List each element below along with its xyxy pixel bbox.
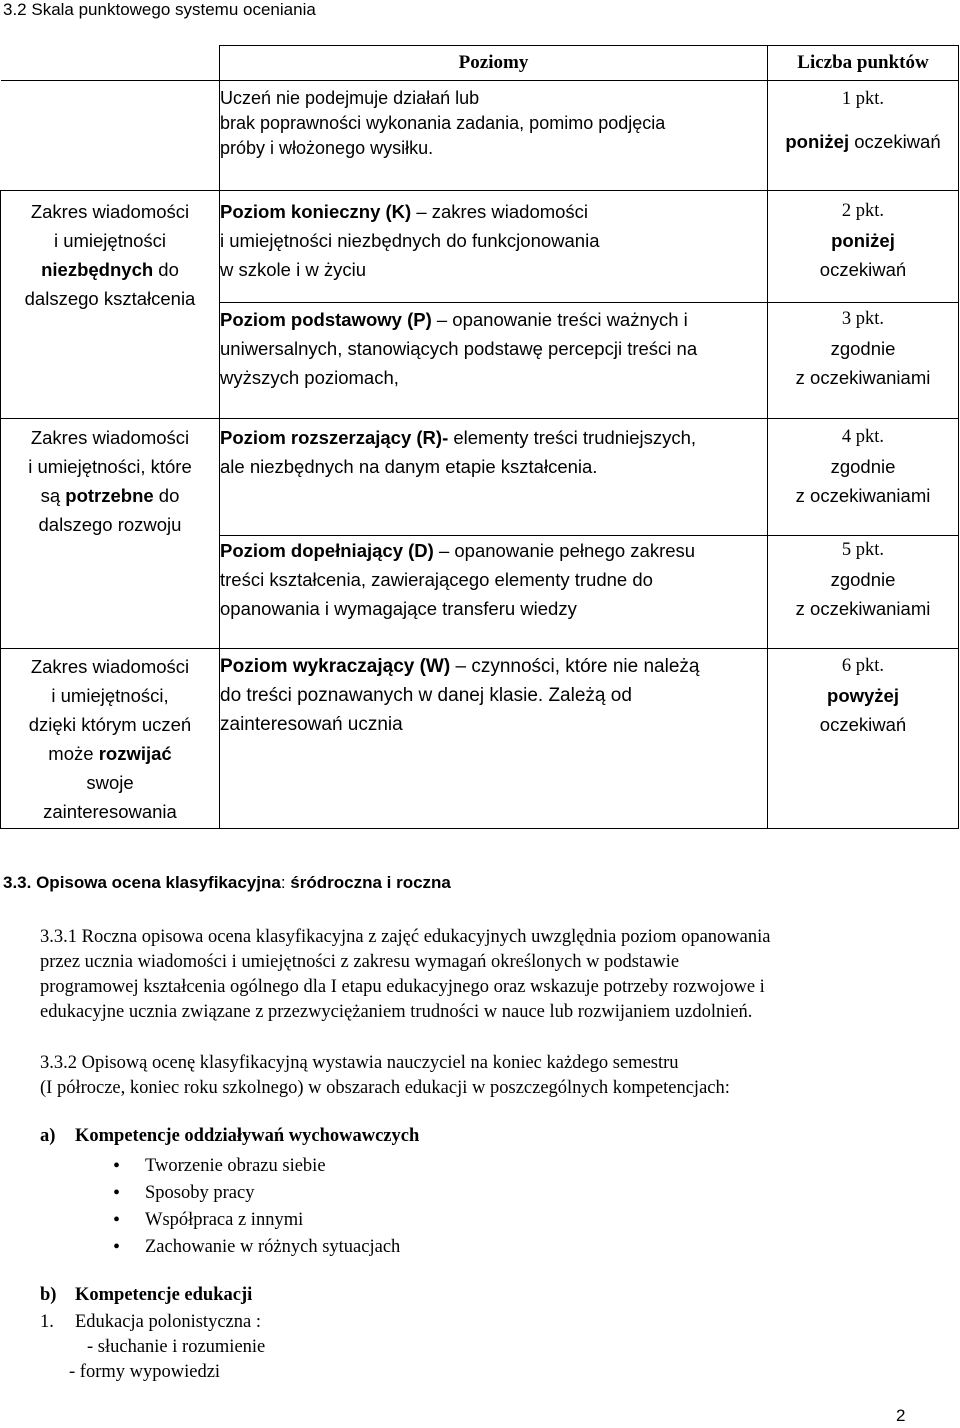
header-points: Liczba punktów xyxy=(768,46,959,81)
level-d-desc-1: – opanowanie pełnego zakresu xyxy=(433,540,696,561)
level-w-desc-3: zainteresowań ucznia xyxy=(220,714,403,735)
paragraph-2-line: 3.3.2 Opisową ocenę klasyfikacyjną wystawia nauczyciel na koniec każdego semestru xyxy=(40,1053,679,1073)
education-block xyxy=(40,1310,265,1385)
table-row xyxy=(1,81,959,191)
category-1-post: dalszego kształcenia xyxy=(24,288,196,309)
paragraph-1-line: edukacyjne ucznia związane z przezwyciężaniem trudności w nauce lub rozwijaniem uzdolnień. xyxy=(40,1002,753,1022)
category-1-text: Zakres wiadomości i umiejętności xyxy=(30,201,190,251)
points-0-qualifier: poniżej xyxy=(785,131,850,152)
points-cell-d xyxy=(768,536,959,649)
subsection-title: Opisowa ocena klasyfikacyjna xyxy=(31,873,281,892)
category-1-mid: do xyxy=(153,259,179,280)
level-d-desc-3: opanowania i wymagające transferu wiedzy xyxy=(220,598,577,619)
table-row xyxy=(1,649,959,829)
paragraph-1-line: 3.3.1 Roczna opisowa ocena klasyfikacyjna z zajęć edukacyjnych uwzględnia poziom opanowania xyxy=(40,927,771,947)
list-item: • Zachowanie w różnych sytuacjach xyxy=(113,1234,400,1261)
level-k-desc-2: i umiejętności niezbędnych do funkcjonowania xyxy=(220,230,600,251)
points-r-line-2: zgodnie xyxy=(830,456,896,477)
points-k-qualifier: poniżej xyxy=(831,230,895,251)
points-p-line-3: z oczekiwaniami xyxy=(795,367,931,388)
paragraph-1-line: przez ucznia wiadomości i umiejętności z zakresu wymagań określonych w podstawie xyxy=(40,952,680,972)
level-0-line-1: Uczeń nie podejmuje działań lub xyxy=(220,88,480,108)
paragraph-3-3-1 xyxy=(40,925,920,1025)
points-cell-r xyxy=(768,419,959,536)
education-sub-2: - formy wypowiedzi xyxy=(69,1362,221,1382)
page-number: 2 xyxy=(896,1406,906,1425)
header-levels: Poziomy xyxy=(220,46,768,81)
points-0-value: 1 pkt. xyxy=(841,89,885,109)
level-p-name: Poziom podstawowy (P) xyxy=(220,309,432,330)
empty-category-cell xyxy=(1,81,220,191)
points-0-expectation: oczekiwań xyxy=(849,131,941,152)
points-cell-0 xyxy=(768,81,959,191)
category-cell-1 xyxy=(1,191,220,419)
paragraph-1-line: programowej kształcenia ogólnego dla I etapu edukacyjnego oraz wskazuje potrzeby rozwojowe i xyxy=(40,977,765,997)
level-r-name: Poziom rozszerzający (R)- xyxy=(220,427,449,448)
education-number: 1. xyxy=(40,1312,54,1332)
subsection-heading xyxy=(3,873,451,893)
points-r-value: 4 pkt. xyxy=(841,427,885,447)
points-cell-w xyxy=(768,649,959,829)
level-cell-0 xyxy=(220,81,768,191)
competence-a-heading xyxy=(40,1126,420,1147)
category-2-post: dalszego rozwoju xyxy=(38,514,182,535)
level-0-line-3: próby i włożonego wysiłku. xyxy=(220,138,434,158)
competence-b-label: b) xyxy=(40,1285,57,1305)
paragraph-3-3-2 xyxy=(40,1051,920,1101)
table-header-row xyxy=(1,46,959,81)
points-w-value: 6 pkt. xyxy=(841,656,885,676)
level-cell-r xyxy=(220,419,768,536)
table-row xyxy=(1,419,959,536)
level-r-desc-2: ale niezbędnych na danym etapie kształcenia. xyxy=(220,456,598,477)
competence-b-title: Kompetencje edukacji xyxy=(75,1285,253,1305)
level-d-name: Poziom dopełniający (D) xyxy=(220,540,434,561)
level-cell-k xyxy=(220,191,768,303)
level-k-desc-1: – zakres wiadomości xyxy=(411,201,589,222)
points-cell-p xyxy=(768,303,959,419)
subsection-number: 3.3. xyxy=(3,873,32,892)
level-cell-p xyxy=(220,303,768,419)
subsection-rest: śródroczna i roczna xyxy=(285,873,451,892)
paragraph-2-line: (I półrocze, koniec roku szkolnego) w obszarach edukacji w poszczególnych kompetencjach: xyxy=(40,1078,730,1098)
points-p-value: 3 pkt. xyxy=(841,309,885,329)
level-k-name: Poziom konieczny (K) xyxy=(220,201,412,222)
category-3-post: swoje zainteresowania xyxy=(43,772,177,822)
category-cell-3 xyxy=(1,649,220,829)
competence-a-title: Kompetencje oddziaływań wychowawczych xyxy=(75,1126,420,1146)
list-item: • Sposoby pracy xyxy=(113,1180,400,1207)
level-r-desc-1: elementy treści trudniejszych, xyxy=(448,427,697,448)
list-item: • Współpraca z innymi xyxy=(113,1207,400,1234)
points-k-value: 2 pkt. xyxy=(841,201,885,221)
points-cell-k xyxy=(768,191,959,303)
category-3-text: Zakres wiadomości i umiejętności, dzięki którym uczeń może xyxy=(28,656,192,764)
level-cell-w xyxy=(220,649,768,829)
empty-header-cell xyxy=(1,46,220,81)
education-title: Edukacja polonistyczna : xyxy=(75,1312,261,1332)
level-w-desc-1: – czynności, które nie należą xyxy=(450,656,700,677)
points-d-value: 5 pkt. xyxy=(841,540,885,560)
level-cell-d xyxy=(220,536,768,649)
competence-a-label: a) xyxy=(40,1126,56,1146)
level-d-desc-2: treści kształcenia, zawierającego elementy trudne do xyxy=(220,569,653,590)
section-title: 3.2 Skala punktowego systemu oceniania xyxy=(3,0,316,19)
category-2-emphasis: potrzebne xyxy=(65,485,154,506)
points-w-expectation: oczekiwań xyxy=(819,714,907,735)
points-k-expectation: oczekiwań xyxy=(819,259,907,280)
category-cell-2 xyxy=(1,419,220,649)
level-p-desc-3: wyższych poziomach, xyxy=(220,367,399,388)
list-item: • Tworzenie obrazu siebie xyxy=(113,1153,400,1180)
level-w-desc-2: do treści poznawanych w danej klasie. Zależą od xyxy=(220,685,632,706)
competence-a-list xyxy=(113,1153,400,1261)
grading-scale-table xyxy=(0,45,959,829)
level-p-desc-2: uniwersalnych, stanowiących podstawę percepcji treści na xyxy=(220,338,698,359)
points-d-line-2: zgodnie xyxy=(830,569,896,590)
points-r-line-3: z oczekiwaniami xyxy=(795,485,931,506)
points-w-qualifier: powyżej xyxy=(827,685,899,706)
table-row xyxy=(1,191,959,303)
category-1-emphasis: niezbędnych xyxy=(41,259,154,280)
level-k-desc-3: w szkole i w życiu xyxy=(220,259,366,280)
category-3-emphasis: rozwijać xyxy=(98,743,172,764)
category-2-mid: do xyxy=(153,485,180,506)
points-p-line-2: zgodnie xyxy=(830,338,896,359)
level-0-line-2: brak poprawności wykonania zadania, pomimo podjęcia xyxy=(220,113,666,133)
competence-b-heading xyxy=(40,1285,253,1306)
points-d-line-3: z oczekiwaniami xyxy=(795,598,931,619)
category-2-text: Zakres wiadomości i umiejętności, które są xyxy=(28,427,192,506)
education-sub-1: - słuchanie i rozumienie xyxy=(87,1337,266,1357)
subsection-colon: : xyxy=(280,873,286,892)
level-p-desc-1: – opanowanie treści ważnych i xyxy=(431,309,688,330)
level-w-name: Poziom wykraczający (W) xyxy=(220,656,451,677)
